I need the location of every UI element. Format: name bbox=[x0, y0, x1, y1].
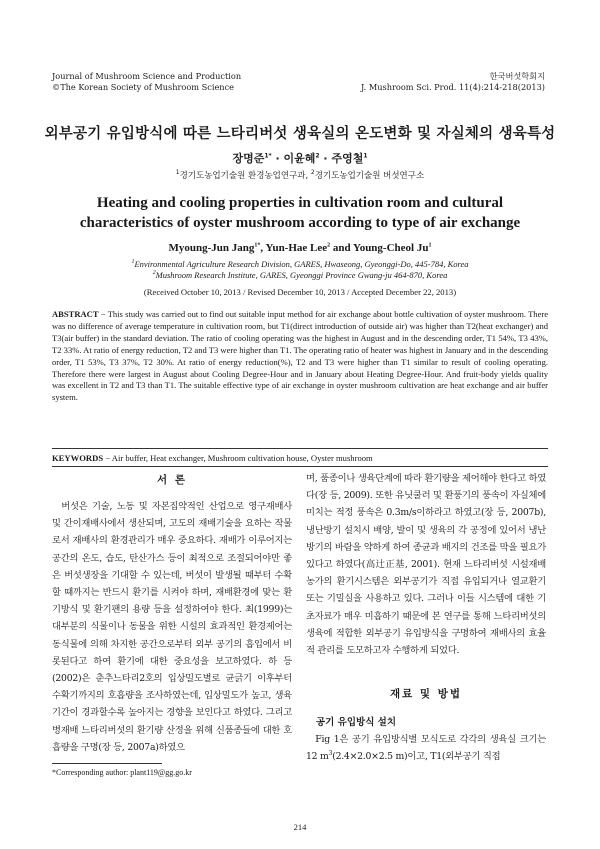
keywords bbox=[52, 453, 548, 463]
affiliation: Environmental Agriculture Research Division, GARES, Hwaseong, Gyeonggi-Do, 445-784, Korea bbox=[134, 259, 469, 269]
affil-sup: 1 bbox=[175, 169, 180, 177]
copyright-line: ©The Korean Society of Mushroom Science bbox=[52, 82, 235, 92]
affil-sup: 2 bbox=[310, 169, 315, 177]
author-name: 장명준 bbox=[232, 152, 265, 165]
authors-english bbox=[0, 242, 600, 254]
affiliation-line bbox=[0, 270, 600, 281]
affiliations-english bbox=[0, 259, 600, 281]
affiliation: 경기도농업기술원 버섯연구소 bbox=[314, 171, 425, 181]
author-sup: 1* bbox=[254, 242, 261, 249]
journal-name-korean: 한국버섯학회지 bbox=[489, 71, 545, 81]
superscript: 3 bbox=[328, 750, 333, 758]
affil-sup: 2 bbox=[152, 270, 156, 277]
paragraph: 며, 품종이나 생육단계에 따라 환기량을 제어해야 한다고 하였다(장 등, 2009). 또한 유닛쿨러 및 환풍기의 풍속이 자실체에 미치는 적정 풍속은 0.3m/s이하라고 하였고(장 등, 2007b), 냉난방기 설치시 배양, 발이 및 생육의 각 공정에 있어서 냉난방기의 바람을 약하게 하여 종균과 배지의 건조를 막을 필요가 있다고 하였다(高辻正基, 2001). 현재 느타리버섯 시설재배농가의 환기시스템은 외부공기가 직접 유입되거나 열교환기 또는 기밀실을 사용하고 있다. 그러나 이들 시스템에 대한 기초자료가 매우 미흡하기 때문에 본 연구를 통해 느타리버섯의 생육에 적합한 외부공기 유입방식을 구명하여 재배사의 효율적 관리를 도모하고자 수행하게 되었다. bbox=[306, 473, 546, 657]
keywords-text: − Air buffer, Heat exchanger, Mushroom cultivation house, Oyster mushroom bbox=[103, 453, 373, 463]
affiliations-korean bbox=[0, 169, 600, 181]
section-heading-introduction: 서 론 bbox=[157, 474, 187, 486]
affil-sup: 1 bbox=[131, 259, 135, 266]
author-name: and Young-Cheol Ju bbox=[330, 242, 429, 254]
affiliation-line bbox=[0, 259, 600, 270]
abstract bbox=[52, 309, 548, 404]
intro-column bbox=[52, 498, 292, 756]
author-separator: · bbox=[319, 152, 332, 165]
footnote-divider bbox=[52, 763, 162, 764]
citation-line: J. Mushroom Sci. Prod. 11(4):214-218(2013) bbox=[361, 82, 545, 92]
page-number: 214 bbox=[293, 822, 307, 832]
author-sup: 2 bbox=[315, 152, 320, 160]
received-dates: (Received October 10, 2013 / Revised December 10, 2013 / Accepted December 22, 2013) bbox=[143, 287, 457, 297]
keywords-label: KEYWORDS bbox=[52, 453, 104, 463]
journal-header-left bbox=[52, 71, 241, 93]
paragraph bbox=[306, 731, 546, 765]
methods-column bbox=[306, 731, 546, 765]
journal-name: Journal of Mushroom Science and Production bbox=[52, 71, 242, 81]
author-name: 이윤혜 bbox=[283, 152, 316, 165]
intro-column-continued bbox=[306, 470, 546, 659]
subsection-heading: 공기 유입방식 설치 bbox=[316, 717, 397, 728]
author-sup: 1 bbox=[363, 152, 368, 160]
paragraph: 버섯은 기술, 노동 및 자본집약적인 산업으로 영구재배사 및 간이재배사에서 생산되며, 고도의 재배기술을 요하는 작물로서 재배사의 환경관리가 매우 중요하다. 재배가 이루어지는 공간의 온도, 습도, 탄산가스 등이 최적으로 조절되어야만 좋은 버섯생장을 기대할 수 있는데, 버섯이 발생될 때부터 수확할 때까지는 반드시 환기를 시켜야 하며, 재배환경에 맞는 환기방식 및 환기팬의 용량 등을 설정하여야 한다. 최(1999)는 대부분의 식물이나 동물을 위한 시설의 효과적인 환경제어는 동식물에 의해 차지한 공간으로부터 외부 공기의 흡입에서 비롯된다고 하여 환기에 대한 중요성을 보고하였다. 하 등(2002)은 춘추느타리2호의 입상밀도별로 균긁기 이후부터 수확기까지의 호흡량을 조사하였는데, 입상밀도가 높고, 생육기간이 경과할수록 높아지는 경향을 보인다고 하였다. 그리고 병재배 느타리버섯의 환기량 산정을 위해 신품종들에 대한 호흡량을 구명(장 등, 2007a)하였으 bbox=[52, 501, 292, 753]
title-korean: 외부공기 유입방식에 따른 느타리버섯 생육실의 온도변화 및 자실체의 생육특성 bbox=[44, 126, 556, 142]
title-english: Heating and cooling properties in cultivation room and cultural characteristics of oyster mushroom according to type of air exchange bbox=[79, 195, 521, 231]
author-name: , Yun-Hae Lee bbox=[260, 242, 328, 254]
affiliation: Mushroom Research Institute, GARES, Gyeonggi Province Gwang-ju 464-870, Korea bbox=[155, 270, 448, 280]
affiliation: 경기도농업기술원 환경농업연구과, bbox=[179, 171, 311, 181]
author-sup: 2 bbox=[327, 242, 331, 249]
corresponding-author-footnote: *Corresponding author: plant119@gg.go.kr bbox=[52, 768, 192, 777]
authors-korean bbox=[0, 150, 600, 166]
author-sup: 1 bbox=[428, 242, 432, 249]
journal-header-right bbox=[361, 71, 545, 93]
methods-text: (2.4×2.0×2.5 m)이고, T1(외부공기 직접 bbox=[332, 751, 501, 763]
abstract-text: − This study was carried out to find out suitable input method for air exchange about bottle cultivation of oyster mushroom. There was no difference of average temperature in cultivation room, but T1(direct introduction of outside air) was higher than T2(heat exchanger) and T3(air buffer) in the standard deviation. The ratio of cooling operating was the highest in August and in the descending order, T1 54%, T3 43%, T2 33%. At ratio of energy reduction, T2 and T3 were higher than T1. The operating ratio of heater was highest in January and in the descending order, T1 53%, T3 37%, T2 30%. At ratio of energy reduction(%), T2 and T3 were higher than T1 similar to result of cooling operating. Therefore there were largest in August about Cooling Degree-Hour and in January about Heating Degree-Hour. And fruit-body yields quality was excellent in T2 and T3 than T1. The suitable effective type of air exchange in oyster mushroom cultivation are heat exchange and air buffer system. bbox=[52, 309, 548, 403]
abstract-label: ABSTRACT bbox=[52, 309, 99, 319]
author-separator: · bbox=[271, 152, 284, 165]
section-heading-methods: 재료 및 방법 bbox=[389, 688, 463, 700]
author-sup: 1* bbox=[264, 152, 272, 160]
divider bbox=[52, 448, 548, 449]
divider bbox=[52, 466, 548, 467]
author-name: 주영철 bbox=[331, 152, 364, 165]
author-name: Myoung-Jun Jang bbox=[168, 242, 255, 254]
methods-text: Fig 1은 공기 유입방식별 모식도로 각각의 생육실 크기는 12 m bbox=[306, 734, 546, 763]
